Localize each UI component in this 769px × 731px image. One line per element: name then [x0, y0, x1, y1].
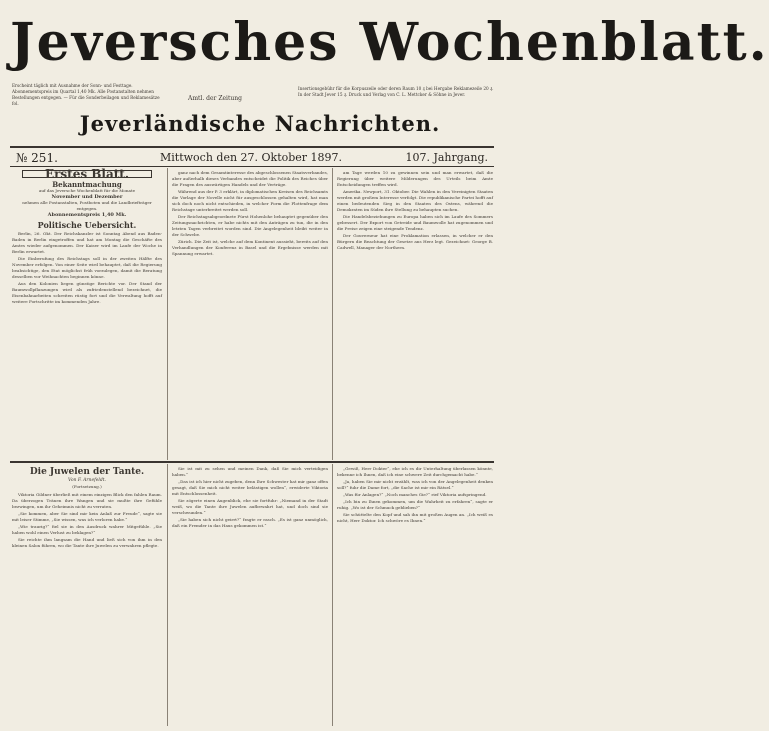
- article-paragraph: Die Handelsbeziehungen zu Europa haben sich im Laufe des Sommers gebessert. Der Export von Getreide und Baumwolle hat zugenommen und die Preise zeigen eine steigende Tendenz.: [337, 214, 493, 231]
- column-divider: [332, 464, 333, 726]
- announcement-box: [12, 182, 162, 218]
- feuilleton-title: Die Juwelen der Tante.: [29, 467, 145, 477]
- rule-top: [10, 146, 494, 148]
- issue-number: № 251.: [16, 151, 58, 165]
- story-paragraph: Sie reichte ihm langsam die Hand und ließ sich von ihm in den kleinen Salon führen, wo die Tante ihre Juwelen zu verwahren pflegte.: [12, 537, 162, 548]
- column-1: [12, 167, 162, 460]
- article-paragraph: am Tage werden 10 zu gewinnen sein und man erwartet, daß die Regierung über weitere Milderungen des Urteils beim Amte Entscheidungen treffen wird.: [337, 170, 493, 187]
- story-paragraph: „Wie traurig?“ fiel sie in den Ausdruck wahrer Mitgefühle. „Sie haben wohl einen Verlust zu beklagen?“: [12, 524, 162, 535]
- issue-date: Mittwoch den 27. Oktober 1897.: [160, 151, 343, 164]
- feuilleton-continuation: (Fortsetzung.): [72, 484, 102, 489]
- masthead-title: Jeversches Wochenblatt.: [10, 12, 769, 73]
- article-paragraph: Amerika. Newport, 31. Oktober. Die Wahlen in den Vereinigten Staaten werden mit großem Interesse verfolgt. Die republikanische Partei hofft auf einen bedeutenden Sieg in den Staaten des Ostens, während die Demokraten im Süden ihre Stellung zu behaupten suchen.: [337, 189, 493, 212]
- feuilleton-column-3: [337, 466, 493, 726]
- story-paragraph: Sie schüttelte den Kopf und sah ihn mit großen Augen an. „Ich weiß es nicht, Herr Doktor. Ich schwöre es Ihnen.“: [337, 512, 493, 523]
- article-paragraph: Während aus der P. 3 erklärt, in diplomatischen Kreisen des Reichsamts die Vorlage der Novelle nicht für ausgeschlossen gehalten wird, hat man sich doch noch nicht entschieden, in welcher Form die Flottenfrage dem Reichstage unterbreitet werden soll.: [172, 189, 328, 212]
- header-left-note: Erscheint täglich mit Ausnahme der Sonn- und Festtage. Abonnementspreis im Quartal 1,40 Mk. Alle Postanstalten nehmen Bestellungen entgegen. — Für die Sonderbeilagen und Reklamesätze fol.: [12, 83, 160, 106]
- story-paragraph: „Ich bin zu Ihnen gekommen, um die Wahrheit zu erfahren“, sagte er ruhig. „Wo ist der Schmuck geblieben?“: [337, 499, 493, 510]
- section-title: Politische Uebersicht.: [37, 220, 137, 230]
- article-paragraph: Berlin, 26. Okt. Der Reichskanzler ist Sonntag Abend aus Baden-Baden in Berlin eingetroffen und hat am Montag die Geschäfte des Amtes wieder aufgenommen. Der Kaiser wird im Laufe der Woche in Berlin erwartet.: [12, 231, 162, 254]
- announcement-line: November und Dezember: [51, 194, 123, 200]
- feuilleton-divider: [10, 461, 494, 463]
- story-paragraph: „Das ist ich hier nicht zugeben, denn Ihre Schwester hat mir ganz offen gesagt, daß Sie mich nicht weiter belästigen wollen“, erwiderte Viktoria mit Entschlossenheit.: [172, 479, 328, 496]
- article-paragraph: ganz nach dem Gesamtinteresse des abgeschlossenen Staatsverbandes, aber außerhalb dieses Verbandes entscheidet die Politik des Reiches über die Fragen des auswärtigen Handels und der Verträge.: [172, 170, 328, 187]
- subtitle: Jeverländische Nachrichten.: [79, 111, 441, 136]
- story-paragraph: Sie zögerte einen Augenblick, ehe sie fortfuhr: „Niemand in der Stadt weiß, wo die Tante ihre Juwelen aufbewahrt hat, und doch sind sie verschwunden.“: [172, 498, 328, 515]
- announcement-line: auf das Jeversche Wochenblatt für die Monate: [38, 188, 136, 193]
- column-divider: [167, 464, 168, 726]
- announcement-line: nehmen alle Postanstalten, Postboten und die Landbriefträger entgegen.: [22, 200, 152, 211]
- dateline: [10, 149, 494, 167]
- column-2: [172, 170, 328, 460]
- article-paragraph: Die Einberufung des Reichstags soll in der zweiten Hälfte des November erfolgen. Von einer Seite wird behauptet, daß die Regierung beabsichtige, den Etat möglichst früh vorzulegen, damit die Beratung desselben vor Weihnachten beginnen könne.: [12, 256, 162, 279]
- header-right-note: Insertionsgebühr für die Korpuszeile oder deren Raum 10 ₰ bei Hergabe Reklamezeile 20 ₰. In der Stadt Jever 15 ₰. Druck und Verlag von C. L. Mettcker & Söhne in Jever.: [298, 86, 494, 97]
- column-divider: [332, 168, 333, 460]
- story-paragraph: „Gewiß, Herr Dokter“, ehe ich es dir Unterhaltung überlassen könnte, bekenne ich Ihnen, daß ich eine schwere Zeit durchgemacht habe.“: [337, 466, 493, 477]
- article-paragraph: Der Reichstagsabgeordnete Fürst Hohenlohe behauptet gegenüber den Zeitungsnachrichten, er habe nichts mit den Anträgen zu tun, die in den letzten Tagen verbreitet worden sind. Die Angelegenheit bleibt weiter in der Schwebe.: [172, 214, 328, 237]
- column-3: [337, 170, 493, 460]
- section-heading: Erstes Blatt.: [22, 170, 152, 178]
- story-paragraph: „Ja, haben Sie mir nicht erzählt, was ich von der Angelegenheit denken soll?“ fuhr die Dame fort, „die Sache ist mir ein Rätsel.“: [337, 479, 493, 490]
- story-paragraph: „Sie haben sich nicht geirrt?“ fragte er rasch. „Es ist ganz unmöglich, daß ein Fremder in das Haus gekommen ist.“: [172, 517, 328, 528]
- header-middle-note: Amtl. der Zeitung: [188, 95, 242, 102]
- story-paragraph: Sie ist mit zu sehen und meinen Dank, daß Sie mich verteidigen haben.“: [172, 466, 328, 477]
- announcement-title: Bekanntmachung: [52, 180, 122, 189]
- feuilleton-author: Von F. Arnefeldt.: [67, 478, 106, 483]
- story-paragraph: „Sie kommen, aber Sie sind mir kein Anlaß zur Freude“, sagte sie mit leiser Stimme, „Sie wissen, was ich verloren habe.“: [12, 511, 162, 522]
- story-paragraph: „Was für Anlagen?“ „Noch manches Gie?“ rief Viktoria aufspringend.: [343, 492, 487, 497]
- article-paragraph: Aus den Kolonien liegen günstige Berichte vor. Der Stand der Baumwollpflanzungen wird als zufriedenstellend bezeichnet, die Eisenbahnarbeiten schreiten rüstig fort und die Verwaltung hofft auf weitere Fortschritte im kommenden Jahre.: [12, 281, 162, 304]
- story-paragraph: Viktoria Gildner überließ mit einem einzigen Blick den fahlen Raum. Da überzogen Tränen ihre Wangen und sie mußte ihre Gefühle bezwingen, um ihr Geheimnis nicht zu verraten.: [12, 492, 162, 509]
- feuilleton-column-1: [12, 466, 162, 726]
- article-paragraph: Zürich. Die Zeit ist, welche auf dem Kontinent aussieht, bereits auf den Verhandlungen der Konferenz in Basel und die Ergebnisse werden mit Spannung erwartet.: [172, 239, 328, 256]
- volume-year: 107. Jahrgang.: [405, 151, 488, 164]
- announcement-price: Abonnementspreis 1,40 Mk.: [47, 212, 127, 218]
- feuilleton-column-2: [172, 466, 328, 726]
- article-paragraph: Der Gouverneur hat eine Proklamation erlassen, in welcher er den Bürgern die Beachtung der Gesetze ans Herz legt. Gezeichnet: George B. Cadwell, Manager der Northern.: [337, 233, 493, 250]
- column-divider: [167, 168, 168, 460]
